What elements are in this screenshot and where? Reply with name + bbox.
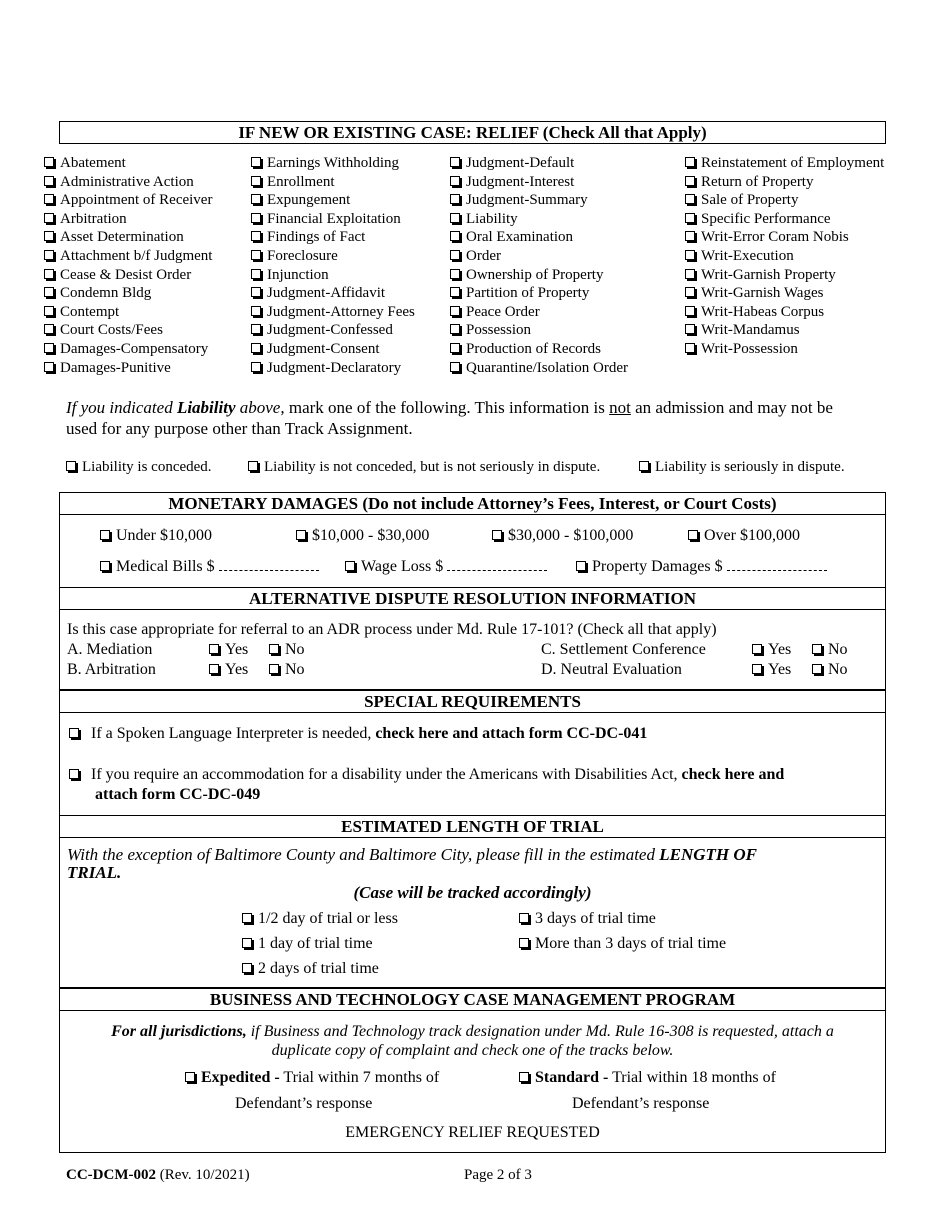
emergency-relief: EMERGENCY RELIEF REQUESTED bbox=[345, 1124, 600, 1141]
checkbox-icon[interactable] bbox=[44, 343, 54, 353]
ada-bold-1: check here and bbox=[681, 766, 785, 783]
form-revision: (Rev. 10/2021) bbox=[155, 1167, 250, 1183]
liability-intro-above: above, bbox=[235, 398, 285, 417]
liability-disputed[interactable] bbox=[639, 459, 845, 476]
relief-item[interactable] bbox=[251, 266, 415, 285]
relief-item-label: Specific Performance bbox=[701, 210, 831, 227]
checkbox-icon[interactable] bbox=[685, 343, 695, 353]
relief-item[interactable] bbox=[251, 321, 415, 340]
checkbox-icon[interactable] bbox=[69, 728, 79, 738]
yes-label: Yes bbox=[768, 661, 792, 678]
checkbox-icon[interactable] bbox=[100, 561, 110, 571]
relief-item-label: Writ-Possession bbox=[701, 340, 798, 357]
range-over-100k-label: Over $100,000 bbox=[704, 527, 800, 544]
checkbox-icon[interactable] bbox=[269, 664, 279, 674]
trial-intro-text: With the exception of Baltimore County and Baltimore City, please fill in the estimated bbox=[67, 845, 660, 864]
standard-bold: Standard - bbox=[535, 1069, 609, 1086]
relief-item-label: Judgment-Interest bbox=[466, 173, 575, 190]
checkbox-icon[interactable] bbox=[576, 561, 586, 571]
liability-conceded-label: Liability is conceded. bbox=[82, 459, 212, 475]
checkbox-icon[interactable] bbox=[69, 769, 79, 779]
trial-two-days[interactable] bbox=[242, 960, 379, 978]
no-label: No bbox=[285, 661, 305, 678]
checkbox-icon[interactable] bbox=[450, 231, 460, 241]
relief-item-label: Writ-Mandamus bbox=[701, 322, 800, 339]
relief-item[interactable] bbox=[450, 228, 628, 247]
trial-half-day[interactable] bbox=[242, 910, 398, 928]
relief-item-label: Reinstatement of Employment bbox=[701, 155, 885, 171]
checkbox-icon[interactable] bbox=[685, 194, 695, 204]
trial-intro-bold-2: TRIAL. bbox=[67, 863, 122, 882]
checkbox-icon[interactable] bbox=[251, 362, 261, 372]
checkbox-icon[interactable] bbox=[812, 644, 822, 654]
relief-item-label: Enrollment bbox=[267, 173, 335, 190]
trial-one-day[interactable] bbox=[242, 935, 373, 953]
checkbox-icon[interactable] bbox=[251, 324, 261, 334]
relief-item-label: Expungement bbox=[267, 192, 351, 209]
checkbox-icon[interactable] bbox=[752, 664, 762, 674]
relief-item-label: Contempt bbox=[60, 303, 120, 320]
relief-item[interactable] bbox=[44, 359, 212, 378]
checkbox-icon[interactable] bbox=[450, 176, 460, 186]
business-intro-rest2: duplicate copy of complaint and check one of the tracks below. bbox=[271, 1042, 674, 1059]
trial-more-three-days-label: More than 3 days of trial time bbox=[535, 935, 727, 952]
relief-item-label: Partition of Property bbox=[466, 285, 590, 302]
monetary-heading: MONETARY DAMAGES (Do not include Attorney’s Fees, Interest, or Court Costs) bbox=[59, 492, 886, 515]
relief-column-2 bbox=[251, 154, 415, 377]
relief-heading: IF NEW OR EXISTING CASE: RELIEF (Check All that Apply) bbox=[59, 121, 886, 144]
checkbox-icon[interactable] bbox=[44, 250, 54, 260]
interpreter-request[interactable] bbox=[69, 725, 647, 743]
relief-item[interactable] bbox=[685, 266, 884, 285]
business-intro bbox=[59, 1022, 886, 1060]
liability-intro-rest2: an admission and may not be used for any purpose other than Track Assignment. bbox=[66, 398, 833, 438]
track-standard[interactable] bbox=[519, 1069, 776, 1087]
relief-item[interactable] bbox=[44, 266, 212, 285]
liability-intro-rest1: mark one of the following. This information is bbox=[284, 398, 610, 417]
trial-half-day-label: 1/2 day of trial or less bbox=[258, 910, 398, 927]
relief-item-label: Sale of Property bbox=[701, 192, 799, 209]
relief-item-label: Damages-Punitive bbox=[60, 359, 171, 376]
checkbox-icon[interactable] bbox=[44, 324, 54, 334]
track-expedited[interactable] bbox=[185, 1069, 439, 1087]
relief-item-label: Cease & Desist Order bbox=[60, 266, 192, 283]
relief-item-label: Writ-Execution bbox=[701, 247, 794, 264]
relief-item-label: Condemn Bldg bbox=[60, 285, 152, 302]
adr-neutral-label: D. Neutral Evaluation bbox=[541, 661, 682, 678]
relief-item[interactable] bbox=[685, 303, 884, 322]
relief-item-label: Earnings Withholding bbox=[267, 155, 400, 171]
relief-item[interactable] bbox=[685, 228, 884, 247]
checkbox-icon[interactable] bbox=[685, 269, 695, 279]
trial-intro bbox=[67, 846, 867, 882]
special-heading: SPECIAL REQUIREMENTS bbox=[59, 690, 886, 713]
checkbox-icon[interactable] bbox=[251, 287, 261, 297]
relief-item-label: Financial Exploitation bbox=[267, 210, 401, 227]
no-label: No bbox=[285, 641, 305, 658]
adr-arbitration-label: B. Arbitration bbox=[67, 661, 156, 678]
standard-rest: Trial within 18 months of bbox=[608, 1069, 776, 1086]
form-number-bold: CC-DCM-002 bbox=[66, 1167, 156, 1183]
checkbox-icon[interactable] bbox=[450, 287, 460, 297]
checkbox-icon[interactable] bbox=[44, 306, 54, 316]
checkbox-icon[interactable] bbox=[450, 343, 460, 353]
relief-item[interactable] bbox=[685, 284, 884, 303]
relief-item-label: Appointment of Receiver bbox=[60, 192, 213, 209]
checkbox-icon[interactable] bbox=[44, 362, 54, 372]
form-number bbox=[66, 1167, 250, 1184]
relief-item[interactable] bbox=[450, 191, 628, 210]
checkbox-icon[interactable] bbox=[251, 231, 261, 241]
checkbox-icon[interactable] bbox=[44, 176, 54, 186]
relief-item-label: Administrative Action bbox=[60, 173, 194, 190]
checkbox-icon[interactable] bbox=[185, 1072, 195, 1082]
business-intro-bold: For all jurisdictions, bbox=[111, 1023, 247, 1040]
checkbox-icon[interactable] bbox=[685, 324, 695, 334]
relief-item[interactable] bbox=[251, 210, 415, 229]
relief-item[interactable] bbox=[450, 359, 628, 378]
checkbox-icon[interactable] bbox=[752, 644, 762, 654]
liability-conceded[interactable] bbox=[66, 459, 212, 476]
liability-intro bbox=[66, 397, 866, 439]
trial-intro-bold-1: LENGTH OF bbox=[659, 845, 757, 864]
relief-item[interactable] bbox=[685, 173, 884, 192]
ada-bold-2 bbox=[95, 786, 260, 804]
expedited-line2: Defendant’s response bbox=[235, 1095, 373, 1112]
relief-item[interactable] bbox=[44, 191, 212, 210]
checkbox-icon[interactable] bbox=[685, 306, 695, 316]
relief-item-label: Judgment-Confessed bbox=[267, 322, 393, 339]
page-number: Page 2 of 3 bbox=[464, 1167, 532, 1183]
relief-item[interactable] bbox=[450, 321, 628, 340]
adr-mediation-label: A. Mediation bbox=[67, 641, 153, 658]
relief-item[interactable] bbox=[44, 303, 212, 322]
checkbox-icon[interactable] bbox=[209, 644, 219, 654]
checkbox-icon[interactable] bbox=[44, 287, 54, 297]
relief-item[interactable] bbox=[685, 247, 884, 266]
checkbox-icon[interactable] bbox=[251, 269, 261, 279]
relief-column-3 bbox=[450, 154, 628, 377]
wage-loss-input[interactable] bbox=[447, 560, 547, 571]
liability-intro-word: Liability bbox=[176, 398, 236, 417]
relief-item-label: Court Costs/Fees bbox=[60, 322, 163, 339]
checkbox-icon[interactable] bbox=[685, 213, 695, 223]
expedited-rest: Trial within 7 months of bbox=[279, 1069, 440, 1086]
relief-item-label: Production of Records bbox=[466, 340, 601, 357]
liability-not-disputed[interactable] bbox=[248, 459, 600, 476]
relief-item[interactable] bbox=[450, 303, 628, 322]
checkbox-icon[interactable] bbox=[450, 213, 460, 223]
property-damages[interactable] bbox=[576, 558, 827, 576]
relief-item-label: Writ-Garnish Property bbox=[701, 266, 836, 283]
checkbox-icon[interactable] bbox=[450, 157, 460, 167]
range-30k-100k-label: $30,000 - $100,000 bbox=[508, 527, 634, 544]
yes-label: Yes bbox=[225, 641, 249, 658]
relief-item[interactable] bbox=[450, 154, 628, 173]
relief-item-label: Possession bbox=[466, 322, 532, 339]
checkbox-icon[interactable] bbox=[242, 913, 252, 923]
business-heading: BUSINESS AND TECHNOLOGY CASE MANAGEMENT PROGRAM bbox=[59, 988, 886, 1011]
checkbox-icon[interactable] bbox=[44, 213, 54, 223]
relief-item[interactable] bbox=[685, 191, 884, 210]
checkbox-icon[interactable] bbox=[812, 664, 822, 674]
no-label: No bbox=[828, 661, 848, 678]
checkbox-icon[interactable] bbox=[685, 250, 695, 260]
range-under-10k[interactable] bbox=[100, 527, 212, 545]
checkbox-icon[interactable] bbox=[44, 269, 54, 279]
relief-item[interactable] bbox=[44, 321, 212, 340]
adr-mediation-no[interactable] bbox=[269, 641, 305, 659]
trial-three-days-label: 3 days of trial time bbox=[535, 910, 656, 927]
checkbox-icon[interactable] bbox=[685, 157, 695, 167]
relief-item[interactable] bbox=[251, 359, 415, 378]
adr-heading: ALTERNATIVE DISPUTE RESOLUTION INFORMATION bbox=[59, 587, 886, 610]
property-damages-input[interactable] bbox=[727, 560, 827, 571]
checkbox-icon[interactable] bbox=[450, 324, 460, 334]
checkbox-icon[interactable] bbox=[492, 530, 502, 540]
expedited-bold: Expedited - bbox=[201, 1069, 280, 1086]
relief-item-label: Judgment-Consent bbox=[267, 340, 380, 357]
checkbox-icon[interactable] bbox=[296, 530, 306, 540]
relief-item[interactable] bbox=[685, 210, 884, 229]
relief-item-label: Judgment-Default bbox=[466, 155, 575, 171]
relief-item[interactable] bbox=[450, 173, 628, 192]
relief-item-label: Writ-Garnish Wages bbox=[701, 285, 824, 302]
relief-item-label: Quarantine/Isolation Order bbox=[466, 359, 629, 376]
adr-mediation-yes[interactable] bbox=[209, 641, 248, 659]
relief-item[interactable] bbox=[44, 210, 212, 229]
liability-not-disputed-label: Liability is not conceded, but is not seriously in dispute. bbox=[264, 459, 601, 475]
checkbox-icon[interactable] bbox=[519, 938, 529, 948]
trial-two-days-label: 2 days of trial time bbox=[258, 960, 379, 977]
wage-loss-label: Wage Loss $ bbox=[361, 558, 444, 575]
checkbox-icon[interactable] bbox=[44, 194, 54, 204]
yes-label: Yes bbox=[225, 661, 249, 678]
medical-bills-label: Medical Bills $ bbox=[116, 558, 215, 575]
checkbox-icon[interactable] bbox=[66, 461, 76, 471]
relief-item-label: Asset Determination bbox=[60, 229, 184, 246]
checkbox-icon[interactable] bbox=[639, 461, 649, 471]
relief-item[interactable] bbox=[44, 154, 212, 173]
trial-three-days[interactable] bbox=[519, 910, 656, 928]
adr-neutral-yes[interactable] bbox=[752, 661, 791, 679]
relief-item[interactable] bbox=[251, 228, 415, 247]
checkbox-icon[interactable] bbox=[248, 461, 258, 471]
checkbox-icon[interactable] bbox=[345, 561, 355, 571]
checkbox-icon[interactable] bbox=[251, 157, 261, 167]
adr-arbitration-no[interactable] bbox=[269, 661, 305, 679]
interpreter-bold: check here and attach form CC-DC-041 bbox=[375, 725, 648, 742]
relief-item[interactable] bbox=[251, 247, 415, 266]
property-damages-label: Property Damages $ bbox=[592, 558, 723, 575]
relief-column-4 bbox=[685, 154, 884, 359]
relief-item[interactable] bbox=[251, 303, 415, 322]
relief-item[interactable] bbox=[450, 247, 628, 266]
relief-item[interactable] bbox=[450, 284, 628, 303]
relief-item[interactable] bbox=[44, 228, 212, 247]
relief-item-label: Judgment-Summary bbox=[466, 192, 588, 209]
range-30k-100k[interactable] bbox=[492, 527, 633, 545]
medical-bills[interactable] bbox=[100, 558, 319, 576]
yes-label: Yes bbox=[768, 641, 792, 658]
relief-item[interactable] bbox=[251, 173, 415, 192]
checkbox-icon[interactable] bbox=[685, 231, 695, 241]
range-under-10k-label: Under $10,000 bbox=[116, 527, 212, 544]
relief-item[interactable] bbox=[450, 340, 628, 359]
relief-item-label: Injunction bbox=[267, 266, 329, 283]
checkbox-icon[interactable] bbox=[251, 306, 261, 316]
relief-item-label: Writ-Habeas Corpus bbox=[701, 303, 825, 320]
standard-line2: Defendant’s response bbox=[572, 1095, 710, 1112]
checkbox-icon[interactable] bbox=[685, 176, 695, 186]
relief-item[interactable] bbox=[44, 284, 212, 303]
checkbox-icon[interactable] bbox=[251, 250, 261, 260]
liability-disputed-label: Liability is seriously in dispute. bbox=[655, 459, 845, 475]
business-intro-rest1: if Business and Technology track designation under Md. Rule 16-308 is requested, attach a bbox=[246, 1023, 834, 1040]
checkbox-icon[interactable] bbox=[450, 194, 460, 204]
relief-item-label: Ownership of Property bbox=[466, 266, 604, 283]
checkbox-icon[interactable] bbox=[519, 913, 529, 923]
checkbox-icon[interactable] bbox=[450, 306, 460, 316]
checkbox-icon[interactable] bbox=[450, 362, 460, 372]
relief-item[interactable] bbox=[685, 321, 884, 340]
checkbox-icon[interactable] bbox=[251, 213, 261, 223]
relief-item[interactable] bbox=[450, 266, 628, 285]
wage-loss[interactable] bbox=[345, 558, 547, 576]
adr-question: Is this case appropriate for referral to an ADR process under Md. Rule 17-101? (Check all that apply) bbox=[67, 621, 717, 638]
checkbox-icon[interactable] bbox=[251, 176, 261, 186]
relief-item[interactable] bbox=[685, 340, 884, 359]
checkbox-icon[interactable] bbox=[685, 287, 695, 297]
liability-intro-not: not bbox=[609, 398, 631, 417]
relief-item-label: Peace Order bbox=[466, 303, 540, 320]
checkbox-icon[interactable] bbox=[242, 938, 252, 948]
adr-settlement-label: C. Settlement Conference bbox=[541, 641, 706, 658]
relief-item[interactable] bbox=[251, 154, 415, 173]
relief-item-label: Order bbox=[466, 247, 501, 264]
relief-item[interactable] bbox=[450, 210, 628, 229]
trial-tracked: (Case will be tracked accordingly) bbox=[353, 883, 592, 902]
relief-item[interactable] bbox=[251, 284, 415, 303]
checkbox-icon[interactable] bbox=[242, 963, 252, 973]
adr-arbitration-yes[interactable] bbox=[209, 661, 248, 679]
relief-item-label: Attachment b/f Judgment bbox=[60, 247, 213, 264]
checkbox-icon[interactable] bbox=[450, 269, 460, 279]
relief-item-label: Judgment-Affidavit bbox=[267, 285, 386, 302]
medical-bills-input[interactable] bbox=[219, 560, 319, 571]
checkbox-icon[interactable] bbox=[44, 231, 54, 241]
checkbox-icon[interactable] bbox=[251, 343, 261, 353]
relief-column-1 bbox=[44, 154, 212, 377]
relief-item[interactable] bbox=[44, 340, 212, 359]
adr-settlement-no[interactable] bbox=[812, 641, 848, 659]
checkbox-icon[interactable] bbox=[688, 530, 698, 540]
ada-text: If you require an accommodation for a disability under the Americans with Disabilities Act, bbox=[91, 766, 682, 783]
no-label: No bbox=[828, 641, 848, 658]
adr-settlement-yes[interactable] bbox=[752, 641, 791, 659]
checkbox-icon[interactable] bbox=[519, 1072, 529, 1082]
checkbox-icon[interactable] bbox=[44, 157, 54, 167]
checkbox-icon[interactable] bbox=[100, 530, 110, 540]
interpreter-text: If a Spoken Language Interpreter is needed, bbox=[91, 725, 376, 742]
relief-item-label: Return of Property bbox=[701, 173, 814, 190]
relief-item-label: Abatement bbox=[60, 155, 126, 171]
relief-item-label: Damages-Compensatory bbox=[60, 340, 209, 357]
relief-item-label: Foreclosure bbox=[267, 247, 338, 264]
relief-item[interactable] bbox=[251, 340, 415, 359]
ada-bold-2-text: attach form CC-DC-049 bbox=[95, 786, 261, 803]
relief-item-label: Writ-Error Coram Nobis bbox=[701, 229, 849, 246]
relief-item[interactable] bbox=[44, 173, 212, 192]
checkbox-icon[interactable] bbox=[269, 644, 279, 654]
liability-intro-if: If you indicated bbox=[66, 398, 177, 417]
checkbox-icon[interactable] bbox=[251, 194, 261, 204]
checkbox-icon[interactable] bbox=[209, 664, 219, 674]
relief-item[interactable] bbox=[44, 247, 212, 266]
range-10k-30k[interactable] bbox=[296, 527, 429, 545]
relief-item-label: Liability bbox=[466, 210, 518, 227]
relief-item[interactable] bbox=[251, 191, 415, 210]
range-over-100k[interactable] bbox=[688, 527, 800, 545]
range-10k-30k-label: $10,000 - $30,000 bbox=[312, 527, 430, 544]
adr-neutral-no[interactable] bbox=[812, 661, 848, 679]
trial-one-day-label: 1 day of trial time bbox=[258, 935, 373, 952]
relief-item-label: Arbitration bbox=[60, 210, 127, 227]
trial-heading: ESTIMATED LENGTH OF TRIAL bbox=[59, 815, 886, 838]
checkbox-icon[interactable] bbox=[450, 250, 460, 260]
relief-item-label: Judgment-Attorney Fees bbox=[267, 303, 415, 320]
relief-item-label: Findings of Fact bbox=[267, 229, 366, 246]
ada-request[interactable] bbox=[69, 766, 784, 784]
trial-more-three-days[interactable] bbox=[519, 935, 726, 953]
relief-item-label: Oral Examination bbox=[466, 229, 574, 246]
relief-item-label: Judgment-Declaratory bbox=[267, 359, 402, 376]
relief-item[interactable] bbox=[685, 154, 884, 173]
